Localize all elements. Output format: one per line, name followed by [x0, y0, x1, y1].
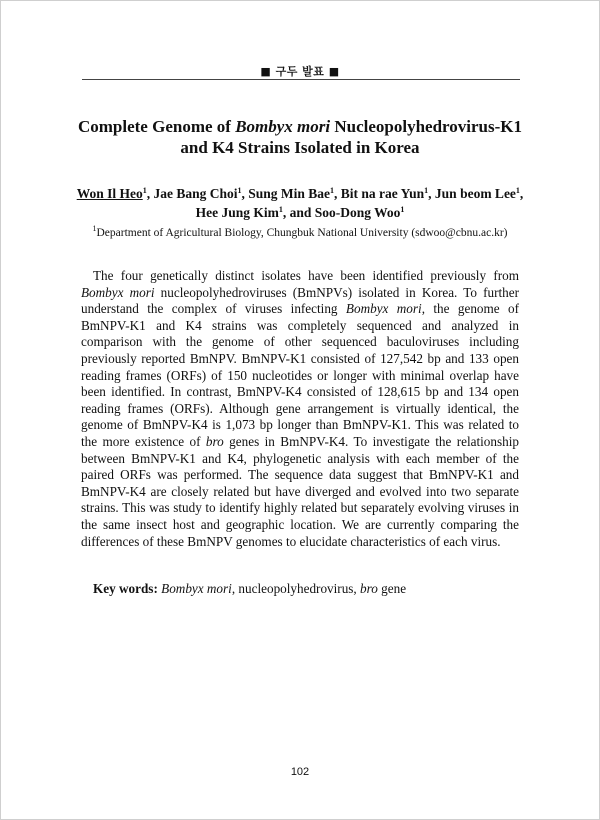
- paper-title: [60, 116, 540, 158]
- abstract-text: The four genetically distinct isolates have been identified previously from: [93, 268, 519, 283]
- author-separator: , and: [282, 205, 315, 220]
- keyword-text: , nucleopolyhedrovirus,: [231, 581, 361, 596]
- author-affil-marker: 1: [330, 186, 335, 195]
- affiliation-text: Department of Agricultural Biology, Chungbuk National University (sdwoo@cbnu.ac.kr): [96, 227, 508, 239]
- author-affil-marker: 1: [515, 186, 520, 195]
- author-name: Jae Bang Choi: [153, 186, 238, 201]
- title-line-2: and K4 Strains Isolated in Korea: [180, 138, 420, 157]
- author-affil-marker: 1: [278, 205, 283, 214]
- author-separator: ,: [334, 186, 341, 201]
- page-number: 102: [290, 766, 310, 778]
- affiliation-marker: 1: [92, 224, 97, 233]
- abstract-text: nucleopolyhedroviruses (BmNPVs) isolated in Korea. To further understand the complex of viruses infecting: [81, 284, 519, 317]
- header-rule: [82, 79, 520, 80]
- author-affil-marker: 1: [237, 186, 242, 195]
- abstract-species: Bombyx mori: [345, 301, 422, 317]
- author-separator: ,: [428, 186, 435, 201]
- author-separator: ,: [241, 186, 249, 201]
- keyword-species: Bombyx mori: [161, 581, 232, 596]
- author-name: Bit na rae Yun: [340, 186, 425, 201]
- abstract-text: genes in BmNPV-K4. To investigate the relationship between BmNPV-K1 and K4, phylogenetic analysis with each member of the paired ORFs was performed. The sequence data suggest that BmNPV-K1 and BmNPV-K4 are closely related but have diverged and evolved into two separate strains. This was study to identify highly related but separately evolving viruses in the same insect host and geographic location. We are currently comparing the differences of these BmNPV genomes to elucidate characteristics of each virus.: [81, 433, 519, 549]
- abstract-body: [81, 268, 519, 550]
- author-separator: ,: [519, 186, 524, 201]
- author-affil-marker: 1: [142, 186, 147, 195]
- author-affil-marker: 1: [424, 186, 429, 195]
- keywords-label: Key words:: [93, 581, 158, 596]
- author-affil-marker: 1: [400, 205, 405, 214]
- keyword-text: gene: [377, 581, 407, 596]
- title-species: Bombyx mori: [235, 117, 331, 136]
- affiliation: [40, 225, 560, 241]
- keywords: [93, 580, 523, 597]
- author-name: Jun beom Lee: [434, 186, 516, 201]
- author-name: Hee Jung Kim: [195, 205, 279, 220]
- section-header: ■ 구두 발표 ■: [260, 65, 340, 78]
- abstract-species: Bombyx mori: [81, 284, 155, 300]
- author-name: Soo-Dong Woo: [314, 205, 401, 220]
- author-list: [50, 184, 550, 222]
- abstract-gene: bro: [205, 433, 224, 449]
- abstract-text: , the genome of BmNPV-K1 and K4 strains was completely sequenced and analyzed in comparison with the genome of other sequenced baculoviruses including previously reported BmNPV. BmNPV-K1 consisted of 127,542 bp and 133 open reading frames (ORFs) of 150 nucleotides or longer with minimal overlap have been identified. In contrast, BmNPV-K4 consisted of 128,615 bp and 134 open reading frames (ORFs). Although gene arrangement is virtually identical, the genome of BmNPV-K4 is 1,073 bp longer than BmNPV-K1. This was related to the more existence of: [81, 301, 519, 449]
- keyword-gene: bro: [360, 581, 378, 596]
- author-separator: ,: [146, 186, 154, 201]
- author-name: Won Il Heo: [76, 186, 143, 201]
- title-text-cont: Nucleopolyhedrovirus-K1: [330, 117, 523, 136]
- title-text: Complete Genome of: [77, 117, 236, 136]
- author-name: Sung Min Bae: [248, 186, 331, 201]
